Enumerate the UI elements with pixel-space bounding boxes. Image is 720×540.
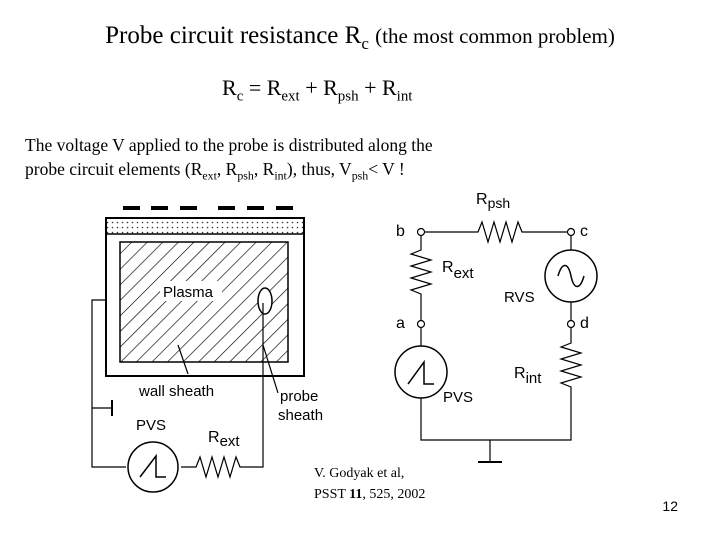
citation-pages-year: , 525, 2002 — [362, 487, 426, 502]
left-rext-label — [208, 429, 240, 450]
left-pvs-source — [128, 442, 178, 492]
desc-l2s2: psh — [237, 168, 254, 183]
desc-l2d: ), thus, V — [286, 159, 352, 179]
probe — [258, 288, 272, 314]
title-paren: (the most common problem) — [375, 24, 615, 48]
desc-l2s4: psh — [351, 168, 369, 183]
node-c — [568, 229, 575, 236]
node-c-label: c — [580, 223, 588, 240]
node-d — [568, 321, 575, 328]
rint-label — [514, 365, 542, 387]
citation-line-2 — [314, 484, 425, 505]
node-a — [418, 321, 425, 328]
left-pvs-label: PVS — [136, 417, 167, 434]
right-rext-label — [442, 259, 474, 282]
citation — [314, 463, 425, 505]
formula-op1: = R — [243, 75, 282, 100]
right-rext-r: R — [442, 259, 454, 276]
formula-t1-sub: ext — [281, 88, 300, 105]
left-rext-sub: ext — [219, 433, 240, 450]
rint-sub: int — [525, 370, 542, 387]
desc-l2s1: ext — [202, 168, 217, 183]
rvs-label: RVS — [504, 289, 535, 306]
left-rext-r: R — [208, 429, 220, 446]
right-pvs-source — [395, 346, 447, 398]
citation-volume: 11 — [349, 487, 363, 502]
node-a-label: a — [396, 315, 405, 332]
title-main: Probe circuit resistance R — [105, 22, 362, 49]
plasma-chamber — [106, 208, 304, 376]
formula-op2: + R — [299, 75, 338, 100]
right-pvs-label: PVS — [443, 389, 474, 406]
top-dielectric-layer — [106, 218, 304, 234]
probe-sheath-label-2: sheath — [278, 407, 324, 424]
formula-t3-sub: int — [396, 88, 413, 105]
formula-t2-sub: psh — [337, 88, 359, 105]
citation-journal: PSST — [314, 487, 350, 502]
desc-l2e: < V ! — [368, 159, 405, 179]
wall-sheath-label: wall sheath — [139, 383, 215, 400]
formula-op3: + R — [358, 75, 397, 100]
desc-l2a: probe circuit elements (R — [25, 159, 203, 179]
right-rext-sub: ext — [453, 265, 474, 282]
formula-lhs: R — [222, 75, 237, 100]
rpsh-label — [476, 191, 510, 211]
page-number: 12 — [662, 498, 678, 514]
formula-lhs-sub: c — [236, 88, 244, 105]
node-d-label: d — [580, 315, 589, 332]
node-b — [418, 229, 425, 236]
desc-l2c: , R — [253, 159, 275, 179]
rint-r: R — [514, 365, 526, 382]
plasma-label: Plasma — [163, 284, 214, 301]
desc-l2s3: int — [274, 168, 287, 183]
node-b-label: b — [396, 223, 405, 240]
rpsh-sub: psh — [487, 195, 511, 211]
citation-line-1: V. Godyak et al, — [314, 466, 405, 481]
title-sub: c — [361, 34, 369, 53]
desc-l2b: , R — [216, 159, 238, 179]
probe-sheath-label-1: probe — [280, 388, 319, 405]
rpsh-r: R — [476, 191, 488, 208]
description-line-1: The voltage V applied to the probe is distributed along the — [25, 135, 433, 155]
